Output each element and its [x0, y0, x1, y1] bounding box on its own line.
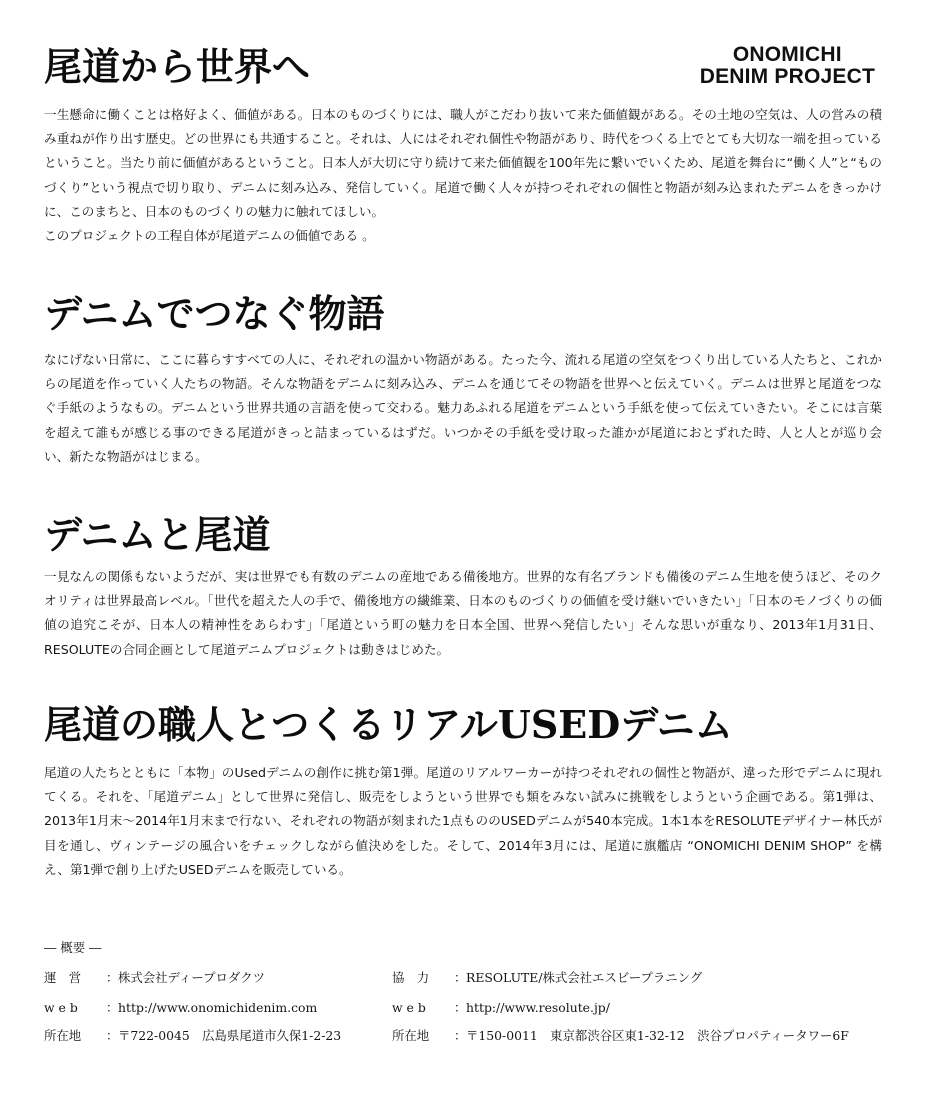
- overview-label: 運 営: [44, 970, 82, 985]
- overview-row-address: [44, 1026, 884, 1046]
- overview-web-url: http://www.resolute.jp/: [466, 1000, 610, 1015]
- overview-web-url: http://www.onomichidenim.com: [118, 1000, 318, 1015]
- overview-label: w e b: [44, 1000, 78, 1015]
- overview-operator: [44, 968, 265, 986]
- overview-value: RESOLUTE/株式会社エスビープラニング: [466, 970, 703, 985]
- section-heading-1: 尾道から世界へ: [44, 44, 311, 89]
- overview-row-web: [44, 998, 884, 1018]
- overview-title: ― 概要 ―: [44, 940, 102, 955]
- overview-label: 所在地: [44, 1028, 82, 1043]
- overview-address-right: [392, 1026, 849, 1044]
- logo-line-2: DENIM PROJECT: [699, 65, 875, 88]
- overview-web-left: [44, 998, 317, 1016]
- onomichi-denim-project-logo: [700, 44, 875, 88]
- overview-row-operator: [44, 968, 884, 988]
- logo-line-1: ONOMICHI: [732, 43, 842, 66]
- section-body-4: 尾道の人たちとともに「本物」のUsedデニムの創作に挑む第1弾。尾道のリアルワーカーが持つそれぞれの個性と物語が、違った形でデニムに現れてくる。それを、「尾道デニム」として世界に発信し、販売をしようという世界でも類をみない試みに挑戦をしようという企画である。第1弾は、2013年1月末～2014年1月末まで行ない、それぞれの物語が刻まれた1点もののUSEDデニムが540本完成。1本1本をRESOLUTEデザイナー林氏が目を通し、ヴィンテージの風合いをチェックしながら値決めをした。そして、2014年3月には、尾道に旗艦店 “ONOMICHI DENIM SHOP” を構え、第1弾で創り上げたUSEDデニムを販売している。: [44, 765, 882, 877]
- section-body-1-text: 一生懸命に働くことは格好よく、価値がある。日本のものづくりには、職人がこだわり抜いて来た価値観がある。その土地の空気は、人の営みの積み重ねが作り出す歴史。どの世界にも共通すること。それは、人にはそれぞれ個性や物語があり、時代をつくる上でとても大切な一端を担っているということ。当たり前に価値があるということ。日本人が大切に守り続けて来た価値観を100年先に繋いでいくため、尾道を舞台に“働く人”と“ものづくり”という視点で切り取り、デニムに刻み込み、発信していく。尾道で働く人々が持つそれぞれの個性と物語が刻み込まれたデニムをきっかけに、このまちと、日本のものづくりの魅力に触れてほしい。: [44, 107, 882, 219]
- overview-address-left: [44, 1026, 341, 1044]
- overview-separator: ：: [106, 970, 119, 985]
- section-body-1-closing: このプロジェクトの工程自体が尾道デニムの価値である 。: [44, 228, 375, 244]
- section-body-1: [44, 103, 882, 248]
- section-heading-4: 尾道の職人とつくるリアルUSEDデニム: [44, 702, 733, 747]
- overview-cooperation: [392, 968, 702, 986]
- overview-label: 協 力: [392, 970, 430, 985]
- overview-label: w e b: [392, 1000, 426, 1015]
- overview-separator: ：: [454, 1028, 467, 1043]
- overview-separator: ：: [106, 1028, 119, 1043]
- overview-web-right: [392, 998, 610, 1016]
- overview-label: 所在地: [392, 1028, 430, 1043]
- overview-separator: ：: [106, 1000, 119, 1015]
- section-heading-3: デニムと尾道: [44, 512, 271, 557]
- section-heading-2: デニムでつなぐ物語: [44, 291, 385, 336]
- section-body-2: なにげない日常に、ここに暮らすすべての人に、それぞれの温かい物語がある。たった今、流れる尾道の空気をつくり出している人たちと、これからの尾道を作っていく人たちの物語。そんな物語をデニムに刻み込み、デニムを通じてその物語を世界へと伝えていく。デニムは世界と尾道をつなぐ手紙のようなもの。デニムという世界共通の言語を使って交わる。魅力あふれる尾道をデニムという手紙を使って伝えていきたい。そこには言葉を超えて誰もが感じる事のできる尾道がきっと詰まっているはずだ。いつかその手紙を受け取った誰かが尾道におとずれた時、人と人とが巡り会い、新たな物語がはじまる。: [44, 352, 882, 464]
- overview-value: 株式会社ディープロダクツ: [118, 970, 266, 985]
- section-body-3: 一見なんの関係もないようだが、実は世界でも有数のデニムの産地である備後地方。世界的な有名ブランドも備後のデニム生地を使うほど、そのクオリティは世界最高レベル。「世代を超えた人の手で、備後地方の繊維業、日本のものづくりの価値を受け継いでいきたい」「日本のモノづくりの価値の追究こそが、日本人の精神性をあらわす」「尾道という町の魅力を日本全国、世界へ発信したい」そんな思いが重なり、2013年1月31日、RESOLUTEの合同企画として尾道デニムプロジェクトは動きはじめた。: [44, 569, 882, 657]
- overview-separator: ：: [454, 1000, 467, 1015]
- overview-address: 〒722-0045 広島県尾道市久保1-2-23: [118, 1028, 342, 1043]
- overview-separator: ：: [454, 970, 467, 985]
- overview-address: 〒150-0011 東京都渋谷区東1-32-12 渋谷プロパティータワー6F: [466, 1028, 849, 1043]
